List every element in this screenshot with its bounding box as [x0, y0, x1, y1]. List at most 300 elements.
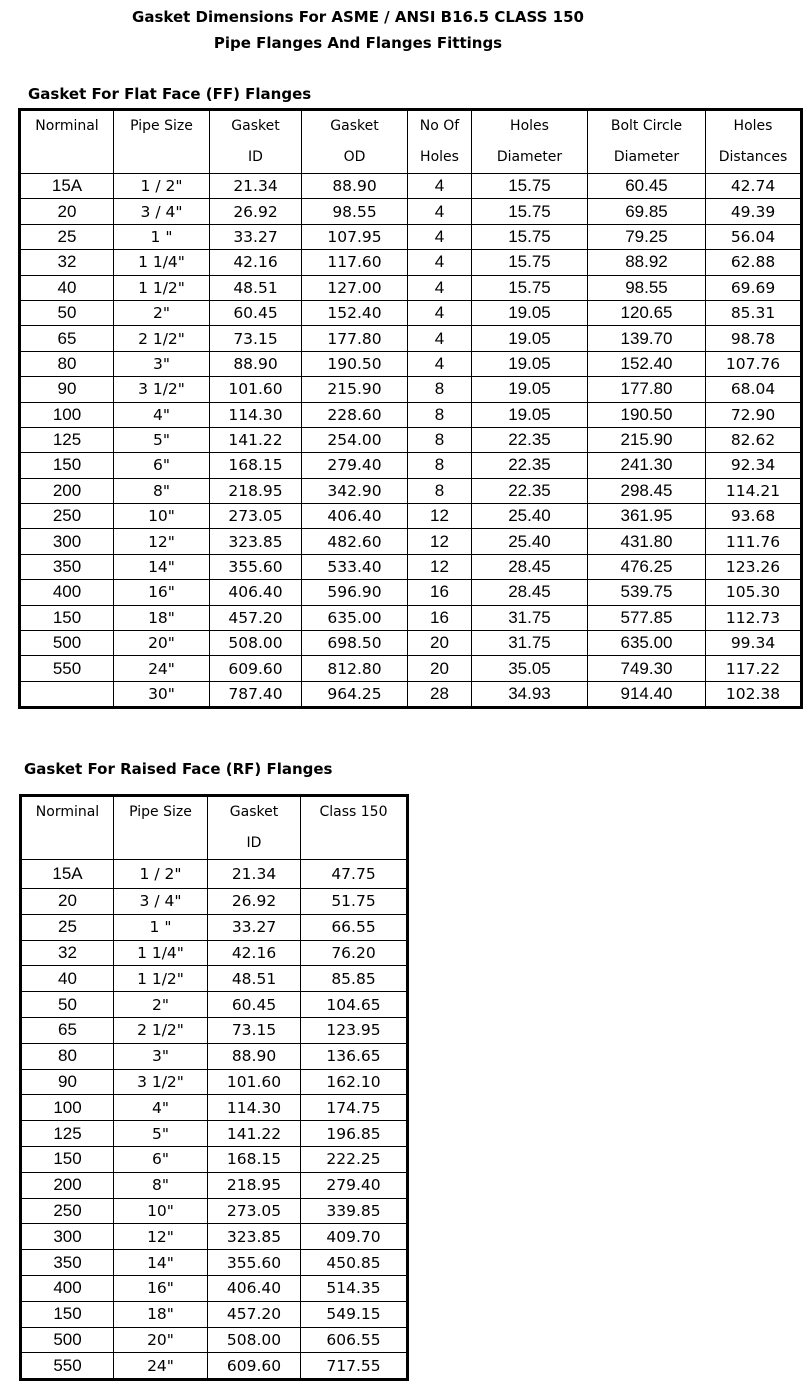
ff-column-header [210, 110, 302, 174]
column-header-label: Pipe Size [130, 118, 193, 134]
table-cell: 406.40 [302, 504, 408, 529]
table-cell: 28 [408, 681, 472, 707]
table-cell: 98.78 [706, 326, 802, 351]
table-row [20, 453, 802, 478]
table-cell: 431.80 [588, 529, 706, 554]
table-cell: 123.95 [301, 1017, 408, 1043]
ff-gasket-table [18, 108, 803, 709]
table-cell: 406.40 [208, 1275, 301, 1301]
table-cell: 457.20 [208, 1301, 301, 1327]
table-cell: 14" [114, 1250, 208, 1276]
table-cell: 12 [408, 554, 472, 579]
ff-column-header [20, 110, 114, 174]
table-cell: 92.34 [706, 453, 802, 478]
table-cell: 4 [408, 300, 472, 325]
table-cell: 120.65 [588, 300, 706, 325]
table-cell: 279.40 [302, 453, 408, 478]
table-cell: 111.76 [706, 529, 802, 554]
table-cell: 218.95 [208, 1172, 301, 1198]
table-row [20, 402, 802, 427]
table-cell: 3 1/2" [114, 1069, 208, 1095]
table-cell: 406.40 [210, 580, 302, 605]
table-cell: 127.00 [302, 275, 408, 300]
table-cell: 717.55 [301, 1353, 408, 1380]
rf-column-header [21, 796, 114, 860]
table-cell: 16 [408, 605, 472, 630]
table-cell: 69.69 [706, 275, 802, 300]
table-cell: 16 [408, 580, 472, 605]
table-cell: 88.92 [588, 250, 706, 275]
table-cell: 606.55 [301, 1327, 408, 1353]
table-cell: 215.90 [302, 377, 408, 402]
table-cell: 15.75 [472, 174, 588, 199]
table-cell: 66.55 [301, 914, 408, 940]
table-cell: 228.60 [302, 402, 408, 427]
table-cell: 177.80 [588, 377, 706, 402]
column-header-sublabel: Distances [718, 149, 788, 165]
table-row [20, 326, 802, 351]
table-cell: 25 [20, 224, 114, 249]
column-header-sublabel: ID [246, 835, 262, 851]
table-cell: 50 [21, 992, 114, 1018]
table-cell: 5" [114, 1121, 208, 1147]
table-cell: 409.70 [301, 1224, 408, 1250]
table-cell: 4 [408, 275, 472, 300]
table-cell: 2" [114, 300, 210, 325]
table-cell: 40 [20, 275, 114, 300]
table-cell: 88.90 [208, 1043, 301, 1069]
table-cell: 609.60 [208, 1353, 301, 1380]
table-cell: 60.45 [588, 174, 706, 199]
table-cell: 107.95 [302, 224, 408, 249]
table-cell: 241.30 [588, 453, 706, 478]
table-cell: 125 [20, 427, 114, 452]
table-cell: 539.75 [588, 580, 706, 605]
ff-column-header [588, 110, 706, 174]
table-cell: 4 [408, 250, 472, 275]
table-cell: 273.05 [210, 504, 302, 529]
table-cell: 101.60 [210, 377, 302, 402]
table-cell: 3 1/2" [114, 377, 210, 402]
table-cell: 190.50 [302, 351, 408, 376]
table-row [21, 1017, 408, 1043]
table-cell: 65 [21, 1017, 114, 1043]
table-cell: 15A [21, 860, 114, 889]
table-cell: 4 [408, 351, 472, 376]
table-cell: 32 [21, 940, 114, 966]
column-header-label: No Of [419, 118, 460, 134]
table-cell [20, 681, 114, 707]
table-cell: 596.90 [302, 580, 408, 605]
table-cell: 33.27 [210, 224, 302, 249]
table-cell: 533.40 [302, 554, 408, 579]
table-cell: 50 [20, 300, 114, 325]
column-header-label: Norminal [35, 804, 100, 820]
table-cell: 20 [408, 656, 472, 681]
table-cell: 8 [408, 402, 472, 427]
table-cell: 549.15 [301, 1301, 408, 1327]
table-row [21, 1069, 408, 1095]
table-cell: 15A [20, 174, 114, 199]
table-row [21, 966, 408, 992]
table-cell: 32 [20, 250, 114, 275]
ff-column-header [302, 110, 408, 174]
table-cell: 34.93 [472, 681, 588, 707]
table-row [20, 631, 802, 656]
table-cell: 342.90 [302, 478, 408, 503]
table-cell: 40 [21, 966, 114, 992]
document-title: Gasket Dimensions For ASME / ANSI B16.5 CLASS 150 [132, 8, 584, 26]
column-header-sublabel: Diameter [496, 149, 563, 165]
table-cell: 139.70 [588, 326, 706, 351]
table-row [20, 656, 802, 681]
table-row [20, 377, 802, 402]
table-cell: 350 [21, 1250, 114, 1276]
table-cell: 339.85 [301, 1198, 408, 1224]
table-cell: 250 [21, 1198, 114, 1224]
table-cell: 25.40 [472, 529, 588, 554]
table-cell: 69.85 [588, 199, 706, 224]
table-cell: 12 [408, 529, 472, 554]
table-cell: 1 1/4" [114, 940, 208, 966]
table-cell: 1 / 2" [114, 174, 210, 199]
table-cell: 15.75 [472, 199, 588, 224]
table-cell: 102.38 [706, 681, 802, 707]
table-cell: 136.65 [301, 1043, 408, 1069]
table-row [20, 504, 802, 529]
table-row [21, 1146, 408, 1172]
table-cell: 21.34 [208, 860, 301, 889]
table-cell: 8 [408, 377, 472, 402]
table-cell: 100 [20, 402, 114, 427]
table-row [21, 1043, 408, 1069]
table-cell: 577.85 [588, 605, 706, 630]
table-cell: 8 [408, 478, 472, 503]
table-cell: 48.51 [210, 275, 302, 300]
table-cell: 80 [21, 1043, 114, 1069]
column-header-sublabel: ID [248, 149, 263, 165]
table-cell: 8" [114, 1172, 208, 1198]
table-cell: 3 / 4" [114, 199, 210, 224]
table-cell: 22.35 [472, 478, 588, 503]
table-cell: 300 [21, 1224, 114, 1250]
column-header-label: Holes [510, 118, 549, 134]
table-cell: 812.80 [302, 656, 408, 681]
table-cell: 6" [114, 1146, 208, 1172]
table-cell: 508.00 [208, 1327, 301, 1353]
table-row [21, 1172, 408, 1198]
table-cell: 22.35 [472, 427, 588, 452]
table-cell: 10" [114, 1198, 208, 1224]
table-cell: 21.34 [210, 174, 302, 199]
table-cell: 162.10 [301, 1069, 408, 1095]
table-cell: 19.05 [472, 300, 588, 325]
table-cell: 20 [21, 889, 114, 915]
table-row [21, 1275, 408, 1301]
table-cell: 20 [408, 631, 472, 656]
table-cell: 12" [114, 1224, 208, 1250]
table-cell: 4" [114, 402, 210, 427]
table-cell: 123.26 [706, 554, 802, 579]
table-cell: 355.60 [210, 554, 302, 579]
table-cell: 24" [114, 1353, 208, 1380]
table-cell: 114.30 [208, 1095, 301, 1121]
table-cell: 85.31 [706, 300, 802, 325]
rf-gasket-table [19, 794, 409, 1381]
table-cell: 141.22 [208, 1121, 301, 1147]
table-cell: 25.40 [472, 504, 588, 529]
table-row [21, 1353, 408, 1380]
column-header-label: Norminal [35, 118, 99, 134]
table-cell: 26.92 [210, 199, 302, 224]
table-cell: 300 [20, 529, 114, 554]
table-cell: 8 [408, 427, 472, 452]
table-cell: 22.35 [472, 453, 588, 478]
table-cell: 141.22 [210, 427, 302, 452]
rf-section-title: Gasket For Raised Face (RF) Flanges [24, 760, 333, 778]
column-header-label: Gasket [330, 118, 379, 134]
table-cell: 31.75 [472, 605, 588, 630]
table-cell: 10" [114, 504, 210, 529]
table-cell: 60.45 [208, 992, 301, 1018]
table-cell: 4" [114, 1095, 208, 1121]
table-cell: 26.92 [208, 889, 301, 915]
column-header-label: Class 150 [319, 804, 388, 820]
table-cell: 51.75 [301, 889, 408, 915]
table-row [21, 1301, 408, 1327]
table-cell: 550 [21, 1353, 114, 1380]
table-cell: 117.60 [302, 250, 408, 275]
table-cell: 99.34 [706, 631, 802, 656]
ff-table-body [20, 174, 802, 708]
table-cell: 104.65 [301, 992, 408, 1018]
table-cell: 218.95 [210, 478, 302, 503]
table-cell: 635.00 [588, 631, 706, 656]
table-cell: 47.75 [301, 860, 408, 889]
table-cell: 12 [408, 504, 472, 529]
table-cell: 31.75 [472, 631, 588, 656]
table-cell: 98.55 [588, 275, 706, 300]
table-cell: 12" [114, 529, 210, 554]
table-cell: 8 [408, 453, 472, 478]
table-row [21, 889, 408, 915]
table-cell: 90 [21, 1069, 114, 1095]
column-header-sublabel: Diameter [613, 149, 680, 165]
table-cell: 8" [114, 478, 210, 503]
table-cell: 19.05 [472, 351, 588, 376]
table-cell: 98.55 [302, 199, 408, 224]
table-cell: 550 [20, 656, 114, 681]
table-cell: 73.15 [210, 326, 302, 351]
table-cell: 482.60 [302, 529, 408, 554]
table-cell: 200 [20, 478, 114, 503]
table-cell: 15.75 [472, 250, 588, 275]
table-cell: 100 [21, 1095, 114, 1121]
table-cell: 508.00 [210, 631, 302, 656]
table-row [21, 992, 408, 1018]
table-cell: 72.90 [706, 402, 802, 427]
table-cell: 65 [20, 326, 114, 351]
table-cell: 174.75 [301, 1095, 408, 1121]
table-cell: 1 / 2" [114, 860, 208, 889]
table-cell: 196.85 [301, 1121, 408, 1147]
table-cell: 1 1/2" [114, 275, 210, 300]
table-cell: 152.40 [302, 300, 408, 325]
table-cell: 30" [114, 681, 210, 707]
table-row [20, 300, 802, 325]
table-cell: 749.30 [588, 656, 706, 681]
table-cell: 250 [20, 504, 114, 529]
rf-column-header [208, 796, 301, 860]
table-cell: 28.45 [472, 580, 588, 605]
table-row [21, 940, 408, 966]
table-cell: 3" [114, 1043, 208, 1069]
ff-column-header [706, 110, 802, 174]
table-cell: 20 [20, 199, 114, 224]
table-cell: 698.50 [302, 631, 408, 656]
table-cell: 35.05 [472, 656, 588, 681]
table-row [20, 174, 802, 199]
ff-column-header [408, 110, 472, 174]
table-cell: 88.90 [302, 174, 408, 199]
table-cell: 177.80 [302, 326, 408, 351]
rf-header-row [21, 796, 408, 860]
table-cell: 2" [114, 992, 208, 1018]
table-cell: 125 [21, 1121, 114, 1147]
column-header-label: Holes [733, 118, 773, 134]
table-cell: 80 [20, 351, 114, 376]
table-cell: 114.30 [210, 402, 302, 427]
table-row [20, 250, 802, 275]
table-cell: 3" [114, 351, 210, 376]
table-cell: 42.16 [210, 250, 302, 275]
table-cell: 2 1/2" [114, 1017, 208, 1043]
table-cell: 56.04 [706, 224, 802, 249]
table-row [20, 199, 802, 224]
table-cell: 635.00 [302, 605, 408, 630]
table-cell: 6" [114, 453, 210, 478]
table-cell: 20" [114, 1327, 208, 1353]
table-cell: 1 1/4" [114, 250, 210, 275]
table-cell: 4 [408, 174, 472, 199]
table-cell: 279.40 [301, 1172, 408, 1198]
table-cell: 355.60 [208, 1250, 301, 1276]
table-cell: 4 [408, 224, 472, 249]
table-cell: 19.05 [472, 326, 588, 351]
table-cell: 4 [408, 326, 472, 351]
rf-table-body [21, 860, 408, 1380]
table-cell: 4 [408, 199, 472, 224]
table-cell: 150 [20, 605, 114, 630]
table-cell: 514.35 [301, 1275, 408, 1301]
table-cell: 82.62 [706, 427, 802, 452]
table-cell: 28.45 [472, 554, 588, 579]
table-cell: 49.39 [706, 199, 802, 224]
column-header-sublabel: OD [343, 149, 366, 165]
table-cell: 73.15 [208, 1017, 301, 1043]
table-cell: 48.51 [208, 966, 301, 992]
document-subtitle: Pipe Flanges And Flanges Fittings [213, 34, 503, 52]
rf-column-header [301, 796, 408, 860]
table-cell: 215.90 [588, 427, 706, 452]
table-cell: 400 [21, 1275, 114, 1301]
column-header-sublabel: Holes [420, 149, 459, 165]
table-cell: 18" [114, 1301, 208, 1327]
table-cell: 500 [20, 631, 114, 656]
table-cell: 105.30 [706, 580, 802, 605]
table-cell: 85.85 [301, 966, 408, 992]
table-cell: 609.60 [210, 656, 302, 681]
table-row [20, 580, 802, 605]
table-cell: 323.85 [208, 1224, 301, 1250]
table-cell: 60.45 [210, 300, 302, 325]
table-cell: 273.05 [208, 1198, 301, 1224]
table-row [21, 1250, 408, 1276]
table-cell: 323.85 [210, 529, 302, 554]
column-header-label: Bolt Circle [610, 118, 683, 134]
table-cell: 361.95 [588, 504, 706, 529]
table-row [20, 478, 802, 503]
table-cell: 350 [20, 554, 114, 579]
table-cell: 68.04 [706, 377, 802, 402]
table-cell: 15.75 [472, 224, 588, 249]
table-row [21, 914, 408, 940]
column-header-label: Pipe Size [129, 804, 192, 820]
rf-column-header [114, 796, 208, 860]
table-cell: 150 [21, 1146, 114, 1172]
table-cell: 24" [114, 656, 210, 681]
table-cell: 15.75 [472, 275, 588, 300]
table-cell: 79.25 [588, 224, 706, 249]
table-cell: 14" [114, 554, 210, 579]
table-row [21, 1327, 408, 1353]
table-cell: 20" [114, 631, 210, 656]
table-cell: 19.05 [472, 402, 588, 427]
ff-column-header [472, 110, 588, 174]
table-cell: 2 1/2" [114, 326, 210, 351]
table-cell: 90 [20, 377, 114, 402]
table-cell: 457.20 [210, 605, 302, 630]
table-cell: 152.40 [588, 351, 706, 376]
table-cell: 16" [114, 1275, 208, 1301]
ff-column-header [114, 110, 210, 174]
table-row [21, 860, 408, 889]
table-cell: 114.21 [706, 478, 802, 503]
table-cell: 101.60 [208, 1069, 301, 1095]
table-cell: 787.40 [210, 681, 302, 707]
table-cell: 33.27 [208, 914, 301, 940]
column-header-label: Gasket [231, 118, 280, 134]
table-cell: 117.22 [706, 656, 802, 681]
table-cell: 88.90 [210, 351, 302, 376]
table-row [20, 681, 802, 707]
table-cell: 450.85 [301, 1250, 408, 1276]
table-cell: 42.16 [208, 940, 301, 966]
column-header-label: Gasket [229, 804, 279, 820]
table-cell: 16" [114, 580, 210, 605]
ff-section-title: Gasket For Flat Face (FF) Flanges [28, 85, 312, 103]
table-cell: 112.73 [706, 605, 802, 630]
table-cell: 150 [21, 1301, 114, 1327]
table-row [20, 351, 802, 376]
table-cell: 3 / 4" [114, 889, 208, 915]
table-row [21, 1095, 408, 1121]
table-cell: 1 " [114, 914, 208, 940]
table-row [20, 554, 802, 579]
table-cell: 500 [21, 1327, 114, 1353]
table-row [21, 1224, 408, 1250]
table-cell: 298.45 [588, 478, 706, 503]
